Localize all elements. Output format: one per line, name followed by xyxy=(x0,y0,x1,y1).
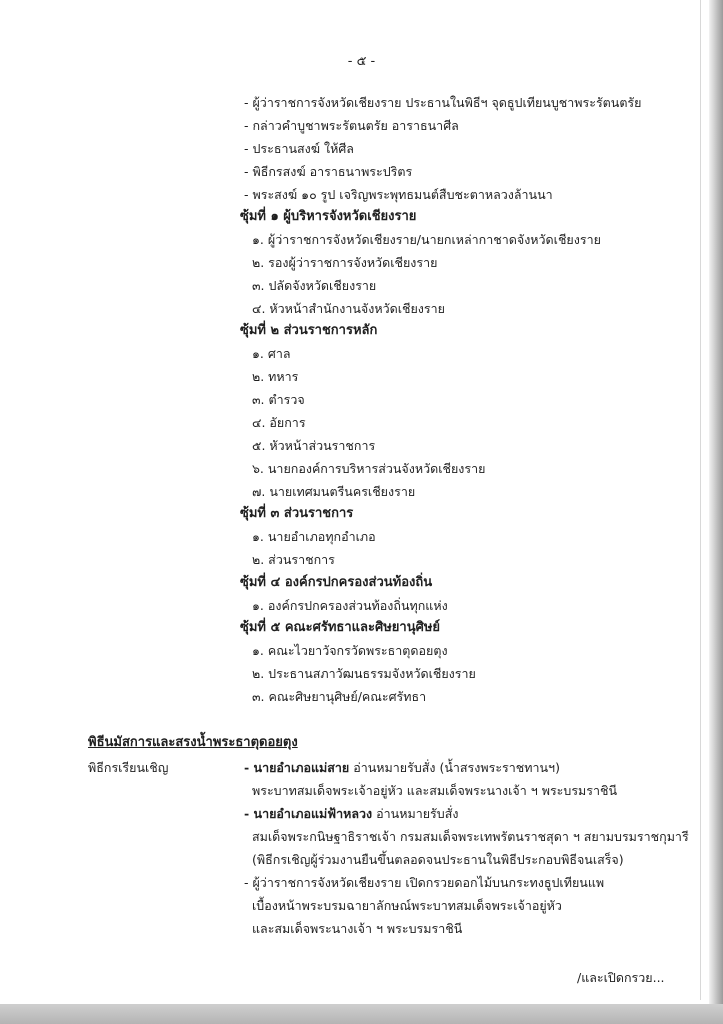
ceremony-step: - พระสงฆ์ ๑๐ รูป เจริญพระพุทธมนต์สืบชะตาหลวงล้านนา xyxy=(244,187,553,202)
section-title: พิธีนมัสการและสรงน้ำพระธาตุดอยตุง xyxy=(88,735,298,750)
ceremony-step: - ประธานสงฆ์ ให้ศีล xyxy=(244,141,354,156)
list-item: ๓. ปลัดจังหวัดเชียงราย xyxy=(252,278,377,293)
announcement-entry xyxy=(244,760,560,776)
scan-bottom-strip xyxy=(0,1004,723,1024)
group-title: ซุ้มที่ ๑ ผู้บริหารจังหวัดเชียงราย xyxy=(240,209,417,224)
announcement-entry xyxy=(244,806,458,822)
ceremony-step: - ผู้ว่าราชการจังหวัดเชียงราย ประธานในพิธีฯ จุดธูปเทียนบูชาพระรัตนตรัย xyxy=(244,95,642,110)
list-item: ๖. นายกองค์การบริหารส่วนจังหวัดเชียงราย xyxy=(252,461,486,476)
group-title: ซุ้มที่ ๕ คณะศรัทธาและศิษยานุศิษย์ xyxy=(240,620,441,635)
entry-line: - ผู้ว่าราชการจังหวัดเชียงราย เปิดกรวยดอกไม้บนกระทงธูปเทียนแพ xyxy=(244,875,605,890)
list-item: ๗. นายเทศมนตรีนครเชียงราย xyxy=(252,484,416,499)
list-item: ๑. ผู้ว่าราชการจังหวัดเชียงราย/นายกเหล่ากาชาดจังหวัดเชียงราย xyxy=(252,232,601,247)
entry-line: สมเด็จพระกนิษฐาธิราชเจ้า กรมสมเด็จพระเทพรัตนราชสุดา ฯ สยามบรมราชกุมารี xyxy=(252,829,689,844)
list-item: ๑. ศาล xyxy=(252,346,291,361)
entry-line: เบื้องหน้าพระบรมฉายาลักษณ์พระบาทสมเด็จพระเจ้าอยู่หัว xyxy=(252,898,562,913)
list-item: ๑. นายอำเภอทุกอำเภอ xyxy=(252,529,376,544)
page-edge-line xyxy=(700,0,701,1000)
entry-line: และสมเด็จพระนางเจ้า ฯ พระบรมราชินี xyxy=(252,921,463,936)
list-item: ๑. องค์กรปกครองส่วนท้องถิ่นทุกแห่ง xyxy=(252,598,448,613)
list-item: ๔. อัยการ xyxy=(252,415,306,430)
list-item: ๓. คณะศิษยานุศิษย์/คณะศรัทธา xyxy=(252,689,427,704)
list-item: ๒. ประธานสภาวัฒนธรรมจังหวัดเชียงราย xyxy=(252,666,476,681)
list-item: ๔. หัวหน้าสำนักงานจังหวัดเชียงราย xyxy=(252,301,445,316)
entry-line: (พิธีกรเชิญผู้ร่วมงานยืนขึ้นตลอดจนประธานในพิธีประกอบพิธีจนเสร็จ) xyxy=(252,852,624,867)
ceremony-step: - พิธีกรสงฆ์ อาราธนาพระปริตร xyxy=(244,164,413,179)
group-title: ซุ้มที่ ๔ องค์กรปกครองส่วนท้องถิ่น xyxy=(240,575,433,590)
group-title: ซุ้มที่ ๓ ส่วนราชการ xyxy=(240,506,354,521)
mc-label: พิธีกรเรียนเชิญ xyxy=(88,760,169,775)
list-item: ๒. ทหาร xyxy=(252,369,299,384)
official-name: - นายอำเภอแม่ฟ้าหลวง xyxy=(244,806,373,821)
group-title: ซุ้มที่ ๒ ส่วนราชการหลัก xyxy=(240,323,378,338)
continuation-note: /และเปิดกรวย... xyxy=(577,970,665,985)
list-item: ๕. หัวหน้าส่วนราชการ xyxy=(252,438,376,453)
official-name: - นายอำเภอแม่สาย xyxy=(244,760,350,775)
page-number: - ๕ - xyxy=(347,54,376,69)
entry-line: พระบาทสมเด็จพระเจ้าอยู่หัว และสมเด็จพระนางเจ้า ฯ พระบรมราชินี xyxy=(252,783,618,798)
list-item: ๒. รองผู้ว่าราชการจังหวัดเชียงราย xyxy=(252,255,438,270)
page-edge-shadow xyxy=(709,0,723,1024)
list-item: ๓. ตำรวจ xyxy=(252,392,305,407)
list-item: ๑. คณะไวยาวัจกรวัดพระธาตุดอยตุง xyxy=(252,643,448,658)
list-item: ๒. ส่วนราชการ xyxy=(252,552,335,567)
entry-text: อ่านหมายรับสั่ง (น้ำสรงพระราชทานฯ) xyxy=(349,760,560,775)
ceremony-step: - กล่าวคำบูชาพระรัตนตรัย อาราธนาศีล xyxy=(244,118,459,133)
entry-text: อ่านหมายรับสั่ง xyxy=(372,806,459,821)
